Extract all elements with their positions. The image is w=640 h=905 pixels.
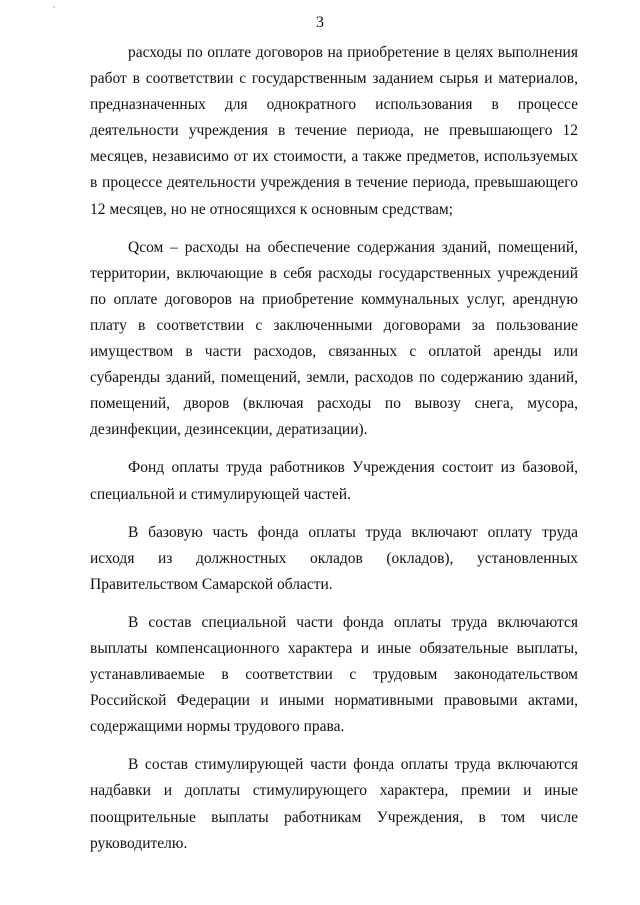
paragraph-wage-fund-structure: Фонд оплаты труда работников Учреждения состоит из базовой, специальной и стимулирующей частей. — [90, 459, 578, 503]
paragraph-special-part: В состав специальной части фонда оплаты труда включаются выплаты компенсационного характера и иные обязательные выплаты, устанавливаемые в соответствии с трудовым законодательством Российской Федерации и иными нормативными правовыми актами, содержащими нормы трудового права. — [90, 613, 578, 736]
paragraph-incentive-part: В состав стимулирующей части фонда оплаты труда включаются надбавки и доплаты стимулирующего характера, премии и иные поощрительные выплаты работникам Учреждения, в том числе руководителю. — [90, 756, 578, 852]
paragraph-qcom-definition: Qсом – расходы на обеспечение содержания зданий, помещений, территории, включающие в себя расходы государственных учреждений по оплате договоров на приобретение коммунальных услуг, арендную плату в соответствии с заключенными договорами за пользование имуществом в части расходов, связанных с оплатой аренды или субаренды зданий, помещений, земли, расходов по содержанию зданий, помещений, дворов (включая расходы по вывозу снега, мусора, дезинфекции, дезинсекции, дератизации). — [90, 238, 578, 439]
paragraph-base-part: В базовую часть фонда оплаты труда включают оплату труда исходя из должностных окладов (окладов), установленных Правительством Самарской области. — [90, 523, 578, 593]
document-body — [90, 40, 578, 857]
page-number: 3 — [316, 14, 324, 31]
corner-mark: ` — [52, 6, 57, 17]
paragraph-materials-expenses: расходы по оплате договоров на приобретение в целях выполнения работ в соответствии с государственным заданием сырья и материалов, предназначенных для однократного использования в процессе деятельности учреждения в течение периода, не превышающего 12 месяцев, независимо от их стоимости, а также предметов, используемых в процессе деятельности учреждения в течение периода, превышающего 12 месяцев, но не относящихся к основным средствам; — [90, 44, 578, 218]
